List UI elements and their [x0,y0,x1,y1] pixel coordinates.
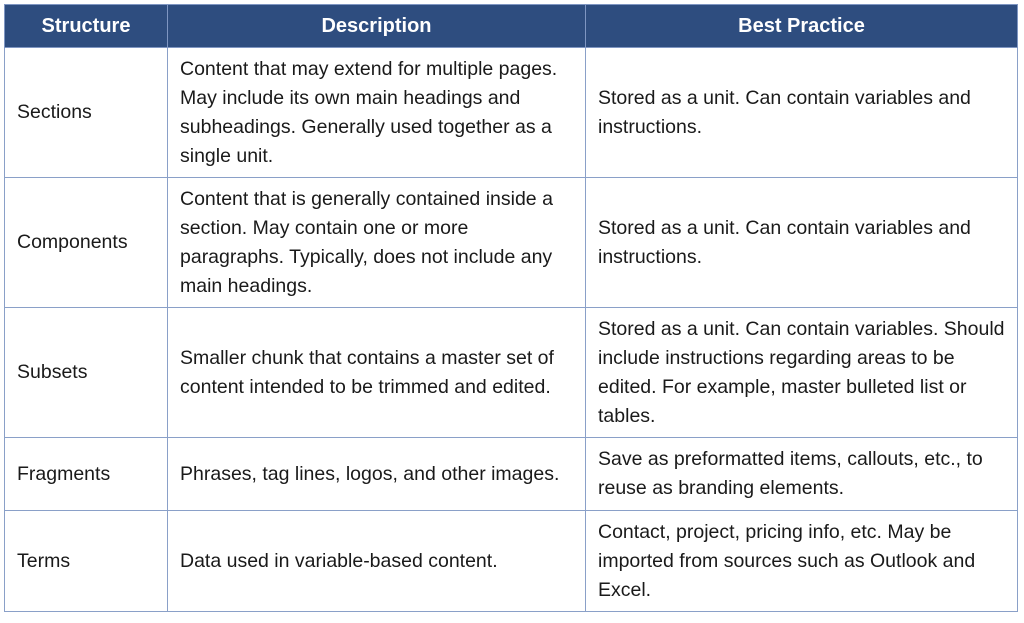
content-structure-table-wrapper [4,4,1017,612]
header-structure: Structure [5,5,168,48]
cell-structure: Fragments [5,438,168,511]
cell-structure: Subsets [5,308,168,438]
cell-structure: Terms [5,511,168,612]
table-row [5,308,1018,438]
cell-best-practice: Stored as a unit. Can contain variables and instructions. [586,178,1018,308]
cell-best-practice: Contact, project, pricing info, etc. May be imported from sources such as Outlook and Excel. [586,511,1018,612]
content-structure-table [4,4,1018,612]
cell-description: Content that is generally contained inside a section. May contain one or more paragraphs. Typically, does not include any main headings. [168,178,586,308]
cell-best-practice: Stored as a unit. Can contain variables. Should include instructions regarding areas to be edited. For example, master bulleted list or tables. [586,308,1018,438]
cell-best-practice: Save as preformatted items, callouts, etc., to reuse as branding elements. [586,438,1018,511]
cell-structure: Components [5,178,168,308]
table-row [5,48,1018,178]
cell-description: Phrases, tag lines, logos, and other images. [168,438,586,511]
table-row [5,511,1018,612]
cell-best-practice: Stored as a unit. Can contain variables and instructions. [586,48,1018,178]
cell-structure: Sections [5,48,168,178]
cell-description: Smaller chunk that contains a master set of content intended to be trimmed and edited. [168,308,586,438]
table-row [5,438,1018,511]
cell-description: Content that may extend for multiple pages. May include its own main headings and subheadings. Generally used together as a single unit. [168,48,586,178]
cell-description: Data used in variable-based content. [168,511,586,612]
header-description: Description [168,5,586,48]
table-header-row [5,5,1018,48]
table-row [5,178,1018,308]
header-best-practice: Best Practice [586,5,1018,48]
